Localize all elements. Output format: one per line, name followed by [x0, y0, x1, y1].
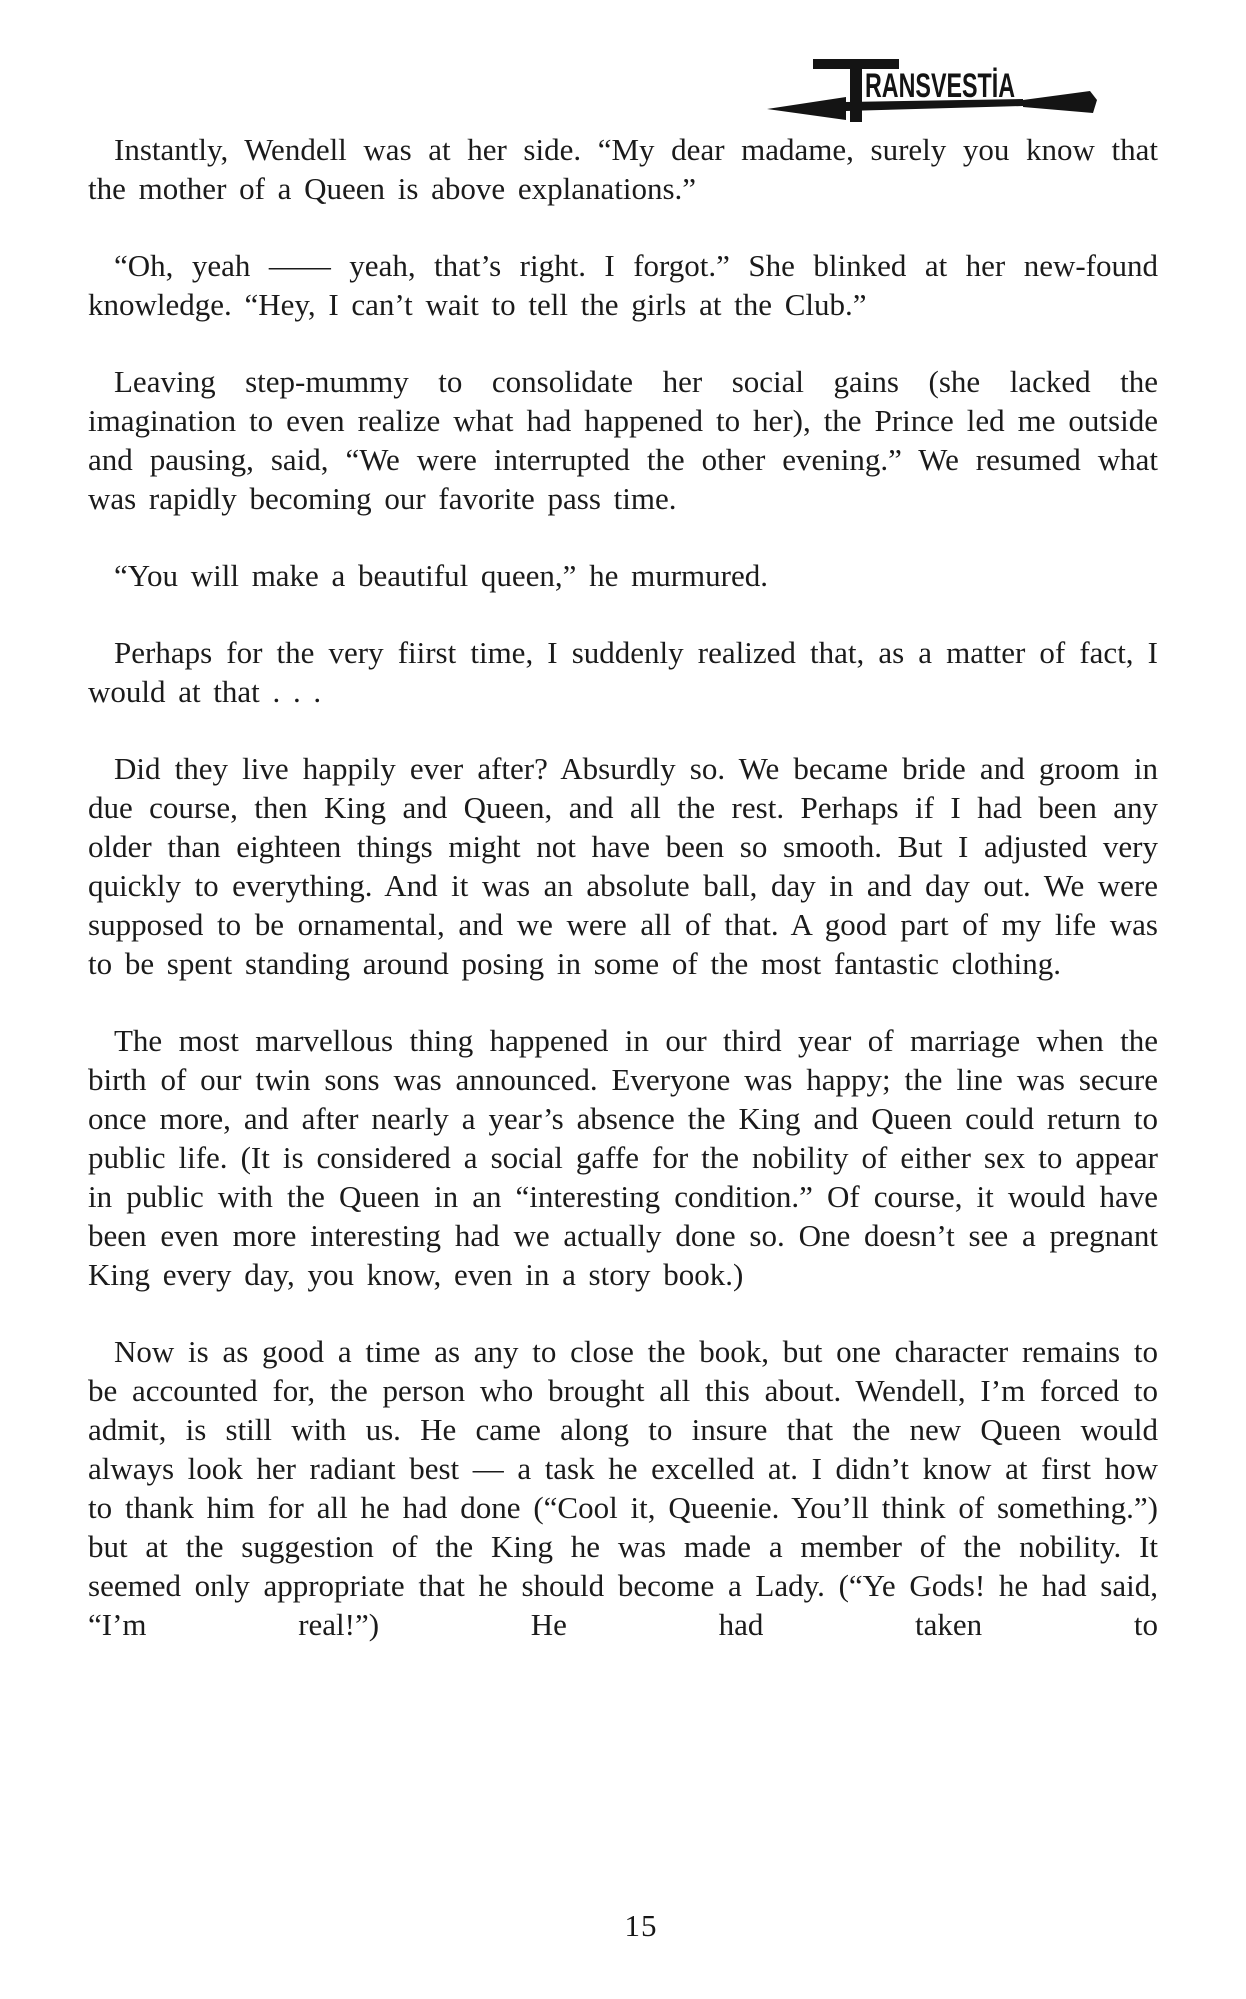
page-number: 15	[624, 1908, 658, 1943]
body-paragraph: “You will make a beautiful queen,” he murmured.	[114, 558, 768, 593]
body-paragraph: Did they live happily ever after? Absurdly so. We became bride and groom in due course, then King and Queen, and all the rest. Perhaps if I had been any older than eighteen things might not have been so smooth. But I adjusted very quickly to everything. And it was an absolute ball, day in and day out. We were supposed to be ornamental, and we were all of that. A good part of my life was to be spent standing around posing in some of the most fantastic clothing.	[88, 751, 1158, 981]
body-paragraph: The most marvellous thing happened in our third year of marriage when the birth of our twin sons was announced. Everyone was happy; the line was secure once more, and after nearly a year’s absence the King and Queen could return to public life. (It is considered a social gaffe for the nobility of either sex to appear in public with the Queen in an “interesting condition.” Of course, it would have been even more interesting had we actually done so. One doesn’t see a pregnant King every day, you know, even in a story book.)	[88, 1023, 1158, 1292]
body-paragraph: Instantly, Wendell was at her side. “My dear madame, surely you know that the mother of a Queen is above explanations.”	[88, 132, 1158, 206]
body-paragraph: Now is as good a time as any to close the book, but one character remains to be accounted for, the person who brought all this about. Wendell, I’m forced to admit, is still with us. He came along to insure that the new Queen would always look her radiant best — a task he excelled at. I didn’t know at first how to thank him for all he had done (“Cool it, Queenie. You’ll think of something.”) but at the suggestion of the King he was made a member of the nobility. It seemed only appropriate that he should become a Lady. (“Ye Gods! he had said, “I’m real!”) He had taken to	[88, 1334, 1158, 1642]
body-paragraph: Perhaps for the very fiirst time, I suddenly realized that, as a matter of fact, I would at that . . .	[88, 635, 1158, 709]
article-body	[88, 130, 1158, 1682]
body-paragraph: Leaving step-mummy to consolidate her social gains (she lacked the imagination to even realize what had happened to her), the Prince led me outside and pausing, said, “We were interrupted the other evening.” We resumed what was rapidly becoming our favorite pass time.	[88, 364, 1158, 516]
logo-text: RANSVESTİA	[865, 67, 1015, 105]
body-paragraph: “Oh, yeah —— yeah, that’s right. I forgot.” She blinked at her new-found knowledge. “Hey, I can’t wait to tell the girls at the Club.”	[88, 248, 1158, 322]
